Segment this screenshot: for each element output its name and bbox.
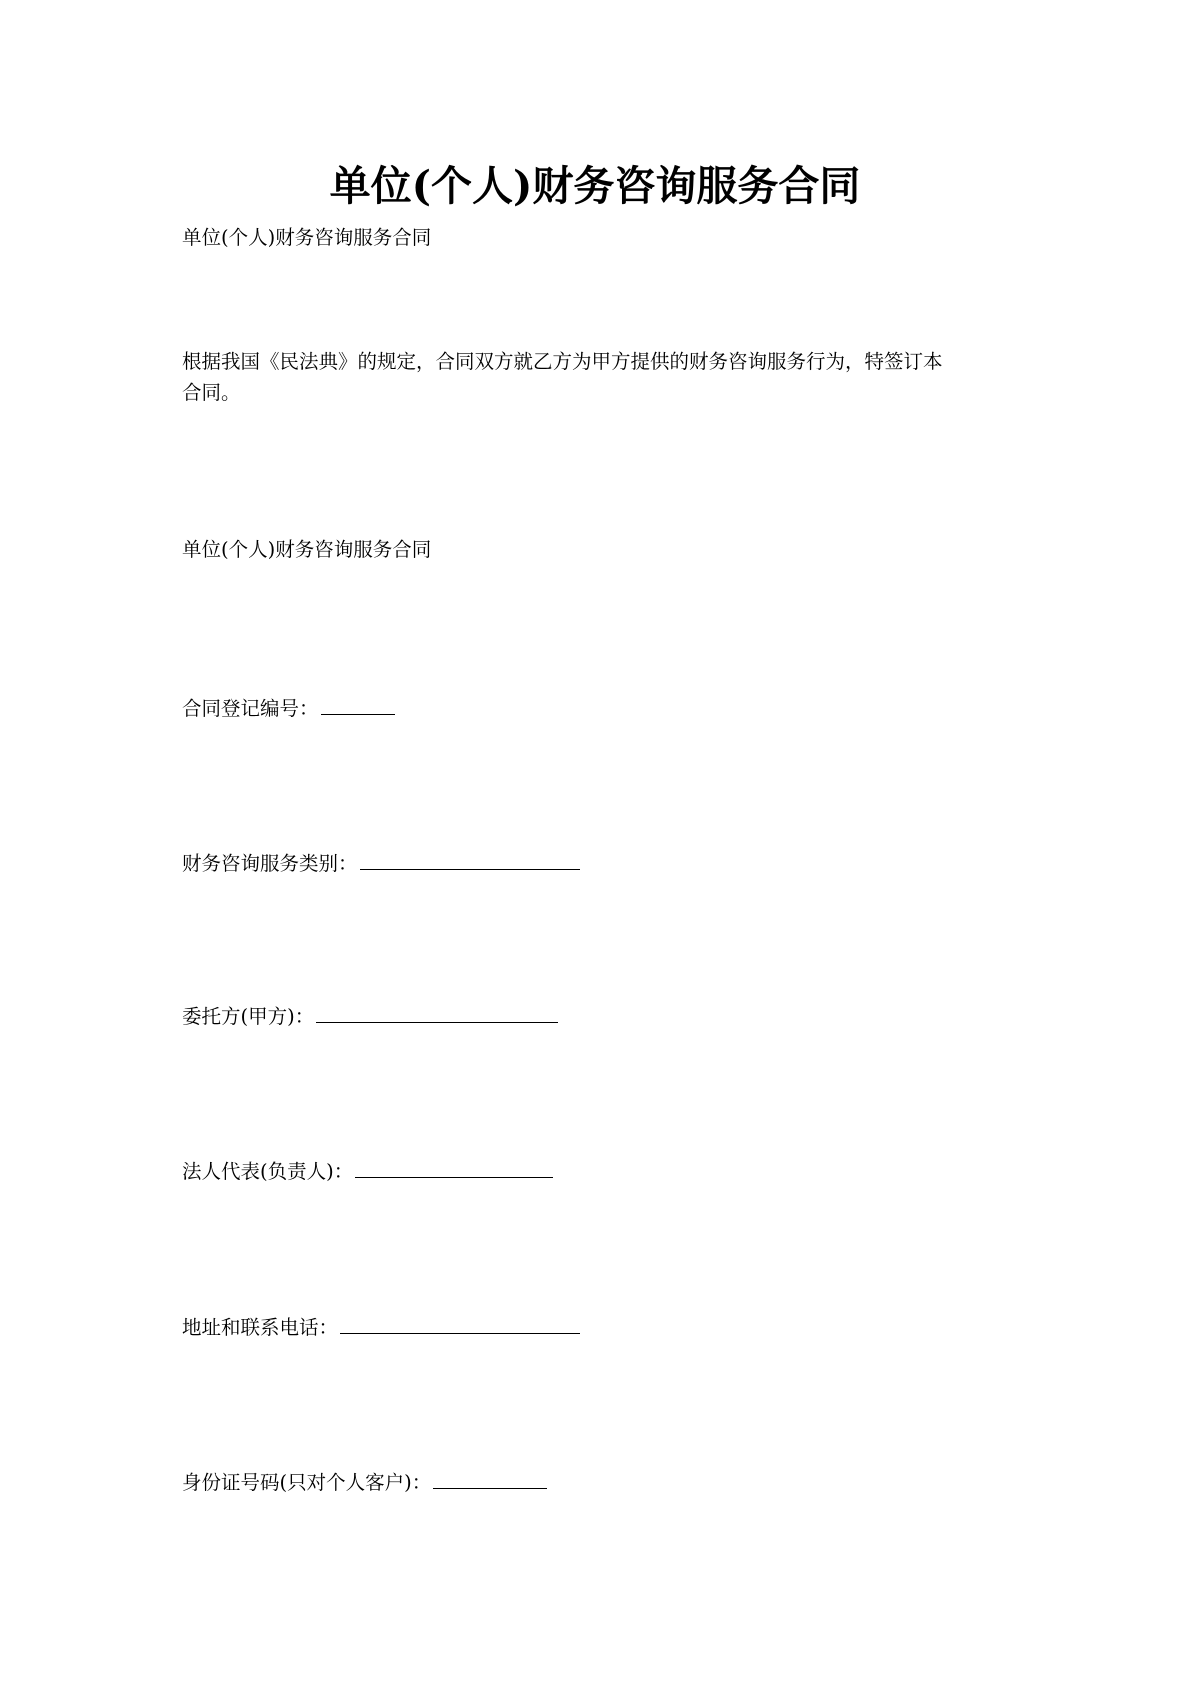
intro-line-2: 合同。 <box>182 381 241 404</box>
registration-number-blank <box>321 694 395 715</box>
service-category-label: 财务咨询服务类别： <box>182 852 358 875</box>
registration-number-field <box>182 693 1022 724</box>
service-category-field <box>182 848 1022 879</box>
address-phone-label: 地址和联系电话： <box>182 1316 339 1339</box>
legal-representative-blank <box>355 1157 553 1178</box>
client-label: 委托方(甲方)： <box>182 1005 315 1028</box>
legal-representative-field <box>182 1156 1022 1187</box>
service-category-blank <box>360 849 580 870</box>
client-blank <box>316 1002 558 1023</box>
client-field <box>182 1001 1022 1032</box>
document-subtitle: 单位(个人)财务咨询服务合同 <box>182 226 432 249</box>
registration-number-label: 合同登记编号： <box>182 697 319 720</box>
legal-representative-label: 法人代表(负责人)： <box>182 1160 354 1183</box>
address-phone-field <box>182 1312 1022 1343</box>
heading-repeat: 单位(个人)财务咨询服务合同 <box>182 538 432 561</box>
id-number-label: 身份证号码(只对个人客户)： <box>182 1471 432 1494</box>
id-number-field <box>182 1467 1022 1498</box>
document-title: 单位(个人)财务咨询服务合同 <box>329 162 861 210</box>
id-number-blank <box>433 1468 547 1489</box>
address-phone-blank <box>340 1313 580 1334</box>
intro-line-1: 根据我国《民法典》的规定，合同双方就乙方为甲方提供的财务咨询服务行为，特签订本 <box>182 350 943 373</box>
intro-paragraph <box>182 346 1022 408</box>
